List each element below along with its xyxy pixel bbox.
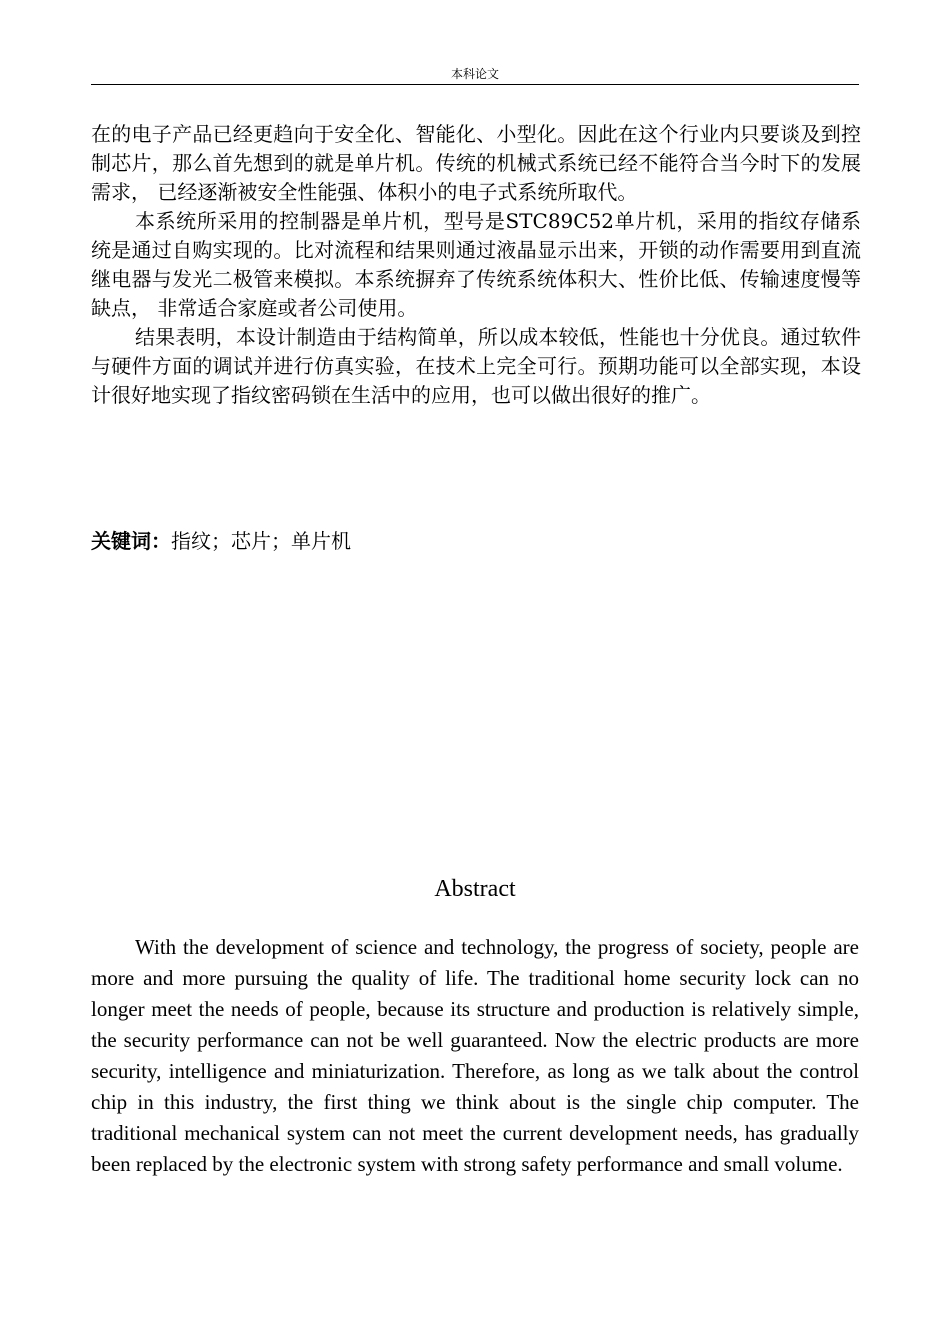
chinese-paragraph-2: 本系统所采用的控制器是单片机，型号是STC89C52单片机，采用的指纹存储系统是通过自购实现的。比对流程和结果则通过液晶显示出来，开锁的动作需要用到直流继电器与发光二极管来模拟。本系统摒弃了传统系统体积大、性价比低、传输速度慢等缺点， 非常适合家庭或者公司使用。 [91,209,861,320]
keywords-value: 指纹；芯片；单片机 [171,529,351,553]
english-paragraph: With the development of science and technology, the progress of society, people are more and more pursuing the quality of life. The traditional home security lock can no longer meet the needs of people, because its structure and production is relatively simple, the security performance can not be well guaranteed. Now the electric products are more security, intelligence and miniaturization. Therefore, as long as we talk about the control chip in this industry, the first thing we think about is the single chip computer. The traditional mechanical system can not meet the current development needs, has gradually been replaced by the electronic system with strong safety performance and small volume. [91,935,859,1176]
chinese-paragraph-3: 结果表明，本设计制造由于结构简单，所以成本较低，性能也十分优良。通过软件与硬件方面的调试并进行仿真实验，在技术上完全可行。预期功能可以全部实现，本设计很好地实现了指纹密码锁在生活中的应用，也可以做出很好的推广。 [91,325,861,407]
keywords-label: 关键词： [91,529,171,553]
header-title: 本科论文 [450,67,499,81]
english-abstract-body [91,932,859,1180]
chinese-abstract-body [91,120,861,410]
chinese-paragraph-1: 在的电子产品已经更趋向于安全化、智能化、小型化。因此在这个行业内只要谈及到控制芯片，那么首先想到的就是单片机。传统的机械式系统已经不能符合当今时下的发展需求， 已经逐渐被安全性能强、体积小的电子式系统所取代。 [91,122,861,204]
page-header [91,64,859,85]
abstract-heading: Abstract [434,876,516,902]
keywords-line [91,526,861,556]
